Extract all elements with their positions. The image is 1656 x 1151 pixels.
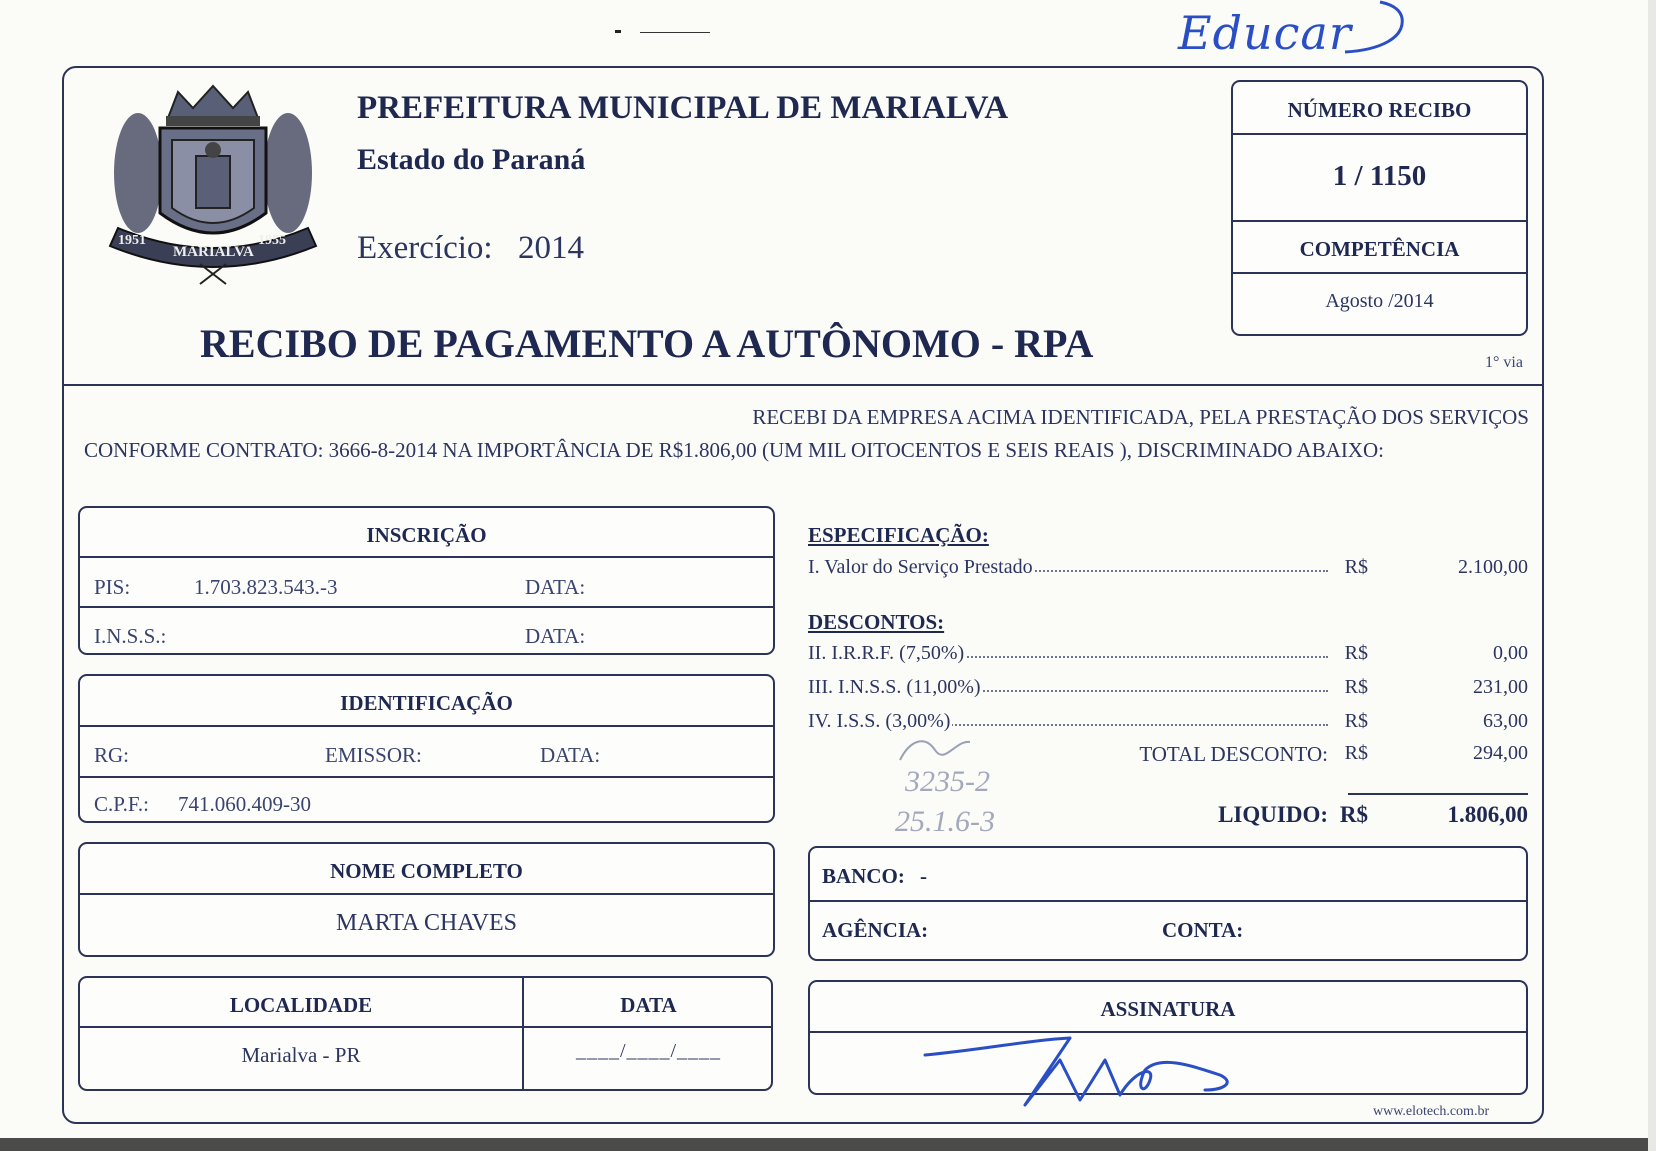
inscricao-box [78, 506, 775, 655]
total-desconto-value: 294,00 [1473, 742, 1528, 764]
pencil-note-2: 25.1.6-3 [895, 805, 995, 838]
liquido-currency: R$ [1339, 802, 1368, 827]
banco-value: - [920, 864, 927, 888]
inss-data-label: DATA: [525, 624, 586, 648]
header-divider [63, 384, 1543, 386]
localidade-box [78, 976, 773, 1091]
document-title: RECIBO DE PAGAMENTO A AUTÔNOMO - RPA [200, 321, 1094, 366]
competencia-value: Agosto /2014 [1325, 290, 1434, 312]
rg-data-label: DATA: [540, 743, 601, 767]
cpf-label: C.P.F.: [94, 792, 149, 816]
scan-edge [0, 1138, 1656, 1151]
emissor-label: EMISSOR: [325, 743, 422, 767]
pis-label: PIS: [94, 575, 131, 599]
footer-website: www.elotech.com.br [1373, 1104, 1490, 1119]
servico-value: 2.100,00 [1458, 556, 1528, 578]
exercicio-label: Exercício: [357, 230, 493, 266]
crest-banner-year-left: 1951 [118, 233, 146, 248]
rg-label: RG: [94, 743, 130, 767]
banco-label: BANCO: [822, 864, 905, 888]
inscricao-title: INSCRIÇÃO [366, 523, 487, 547]
exercicio-value: 2014 [518, 230, 584, 266]
org-name: PREFEITURA MUNICIPAL DE MARIALVA [357, 90, 1009, 126]
irrf-label: II. I.R.R.F. (7,50%) [808, 642, 965, 664]
inss-desconto-value: 231,00 [1473, 676, 1528, 698]
data-value: ____/____/____ [575, 1040, 722, 1062]
numero-recibo-value: 1 / 1150 [1332, 160, 1427, 192]
inss-desconto-row [808, 676, 1528, 704]
signature [920, 1010, 1250, 1110]
servico-row [808, 556, 1528, 584]
nome-completo-title: NOME COMPLETO [330, 859, 523, 883]
handwritten-swoosh [1340, 0, 1420, 60]
iss-label: IV. I.S.S. (3,00%) [808, 710, 951, 732]
banco-box [808, 846, 1528, 961]
pis-data-label: DATA: [525, 575, 586, 599]
servico-label: I. Valor do Serviço Prestado [808, 556, 1033, 578]
total-desconto-currency: R$ [1344, 742, 1368, 764]
crest-banner-name: MARIALVA [173, 244, 254, 260]
irrf-row [808, 642, 1528, 670]
liquido-label: LIQUIDO: [1218, 802, 1328, 827]
iss-value: 63,00 [1483, 710, 1528, 732]
declaration-line-2: CONFORME CONTRATO: 3666-8-2014 NA IMPORTÂNCIA DE R$1.806,00 (UM MIL OITOCENTOS E SEIS REAIS ), DISCRIMINADO ABAIXO: [84, 438, 1385, 462]
descontos-title: DESCONTOS: [808, 610, 945, 634]
crest-banner-year-right: 1955 [258, 233, 286, 248]
via-label: 1° via [1485, 354, 1523, 371]
identificacao-title: IDENTIFICAÇÃO [340, 691, 513, 715]
especificacao-title: ESPECIFICAÇÃO: [808, 523, 989, 547]
identificacao-box [78, 674, 775, 823]
competencia-label: COMPETÊNCIA [1299, 237, 1460, 261]
liquido-value: 1.806,00 [1447, 802, 1528, 827]
scan-mark [640, 32, 710, 33]
inss-desconto-currency: R$ [1344, 676, 1368, 698]
state-name: Estado do Paraná [357, 143, 586, 176]
irrf-currency: R$ [1344, 642, 1368, 664]
pencil-scribble [895, 730, 975, 770]
irrf-value: 0,00 [1493, 642, 1528, 664]
localidade-value: Marialva - PR [241, 1043, 361, 1067]
numero-recibo-label: NÚMERO RECIBO [1287, 98, 1472, 122]
inss-label: I.N.S.S.: [94, 624, 167, 648]
agencia-label: AGÊNCIA: [822, 918, 929, 942]
pis-value: 1.703.823.543.-3 [194, 575, 338, 599]
conta-label: CONTA: [1162, 918, 1244, 942]
declaration-line-1: RECEBI DA EMPRESA ACIMA IDENTIFICADA, PELA PRESTAÇÃO DOS SERVIÇOS [752, 405, 1529, 429]
scan-edge-right [1648, 0, 1656, 1151]
iss-currency: R$ [1344, 710, 1368, 732]
total-desconto-label: TOTAL DESCONTO: [1139, 742, 1328, 766]
pencil-note-1: 3235-2 [905, 765, 990, 798]
inss-desconto-label: III. I.N.S.S. (11,00%) [808, 676, 981, 698]
data-title: DATA [620, 993, 677, 1017]
scan-mark [615, 30, 621, 33]
handwritten-annotation: Educar [1178, 6, 1352, 60]
localidade-title: LOCALIDADE [229, 993, 373, 1017]
nome-completo-box [78, 842, 775, 957]
liquido-divider [1348, 793, 1528, 795]
cpf-value: 741.060.409-30 [178, 792, 311, 816]
assinatura-title: ASSINATURA [1100, 997, 1236, 1021]
servico-currency: R$ [1344, 556, 1368, 578]
receipt-number-box [1231, 80, 1528, 336]
nome-completo-value: MARTA CHAVES [336, 910, 517, 936]
